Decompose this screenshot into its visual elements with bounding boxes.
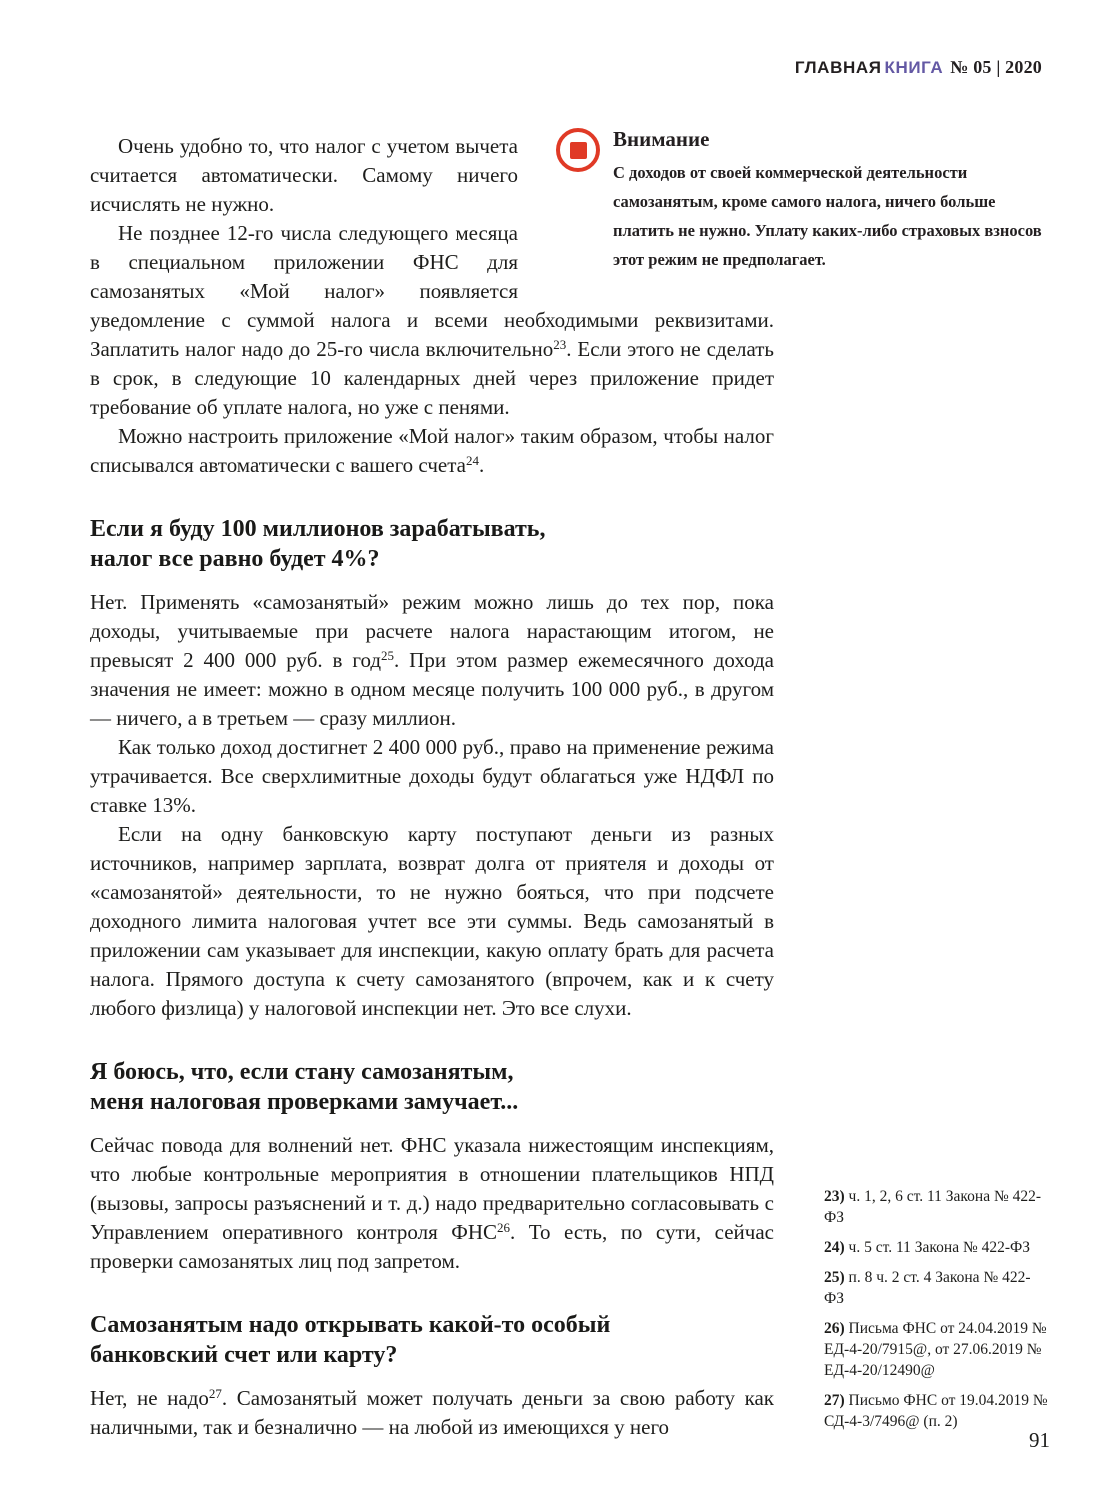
paragraph-limit-2: Как только доход достигнет 2 400 000 руб., право на применение режима утрачивается. Все сверхлимитные доходы будут облагаться уже НДФЛ по ставке 13%. — [90, 735, 774, 817]
paragraph-text: Сейчас повода для волнений нет. ФНС указала нижестоящим инспекциям, что любые контрольные мероприятия в отношении плательщиков НПД (вызовы, запросы разъяснений и т. д.) надо предварительно согласовывать с Управлением оперативного контроля ФНС — [90, 1133, 774, 1244]
attention-box-spacer — [518, 132, 774, 296]
paragraph-text: . То есть, по сути, сейчас проверки самозанятых лиц под запретом. — [90, 1220, 774, 1273]
footnote-text: п. 8 ч. 2 ст. 4 Закона № 422-ФЗ — [824, 1269, 1031, 1307]
footnote-text: Письма ФНС от 24.04.2019 № ЕД-4-20/7915@, от 27.06.2019 № ЕД-4-20/12490@ — [824, 1320, 1047, 1379]
footnote-ref-26: 26 — [497, 1220, 511, 1235]
footnote-26 — [824, 1318, 1050, 1381]
footnote-24 — [824, 1237, 1050, 1258]
section-heading-limit — [90, 514, 774, 574]
magazine-title-purple: КНИГА — [884, 58, 944, 77]
footnote-27 — [824, 1390, 1050, 1432]
paragraph-limit-3: Если на одну банковскую карту поступают деньги из разных источников, например зарплата, возврат долга от приятеля и доходы от «самозанятой» деятельности, то не нужно бояться, что при подсчете доходного лимита налоговая учтет все эти суммы. Ведь самозанятый в приложении сам указывает для инспекции, какую оплату брать для расчета налога. Прямого доступа к счету самозанятого (впрочем, как и к счету любого физлица) у налоговой инспекции нет. Это все слухи. — [90, 822, 774, 1020]
section-heading-audits — [90, 1057, 774, 1117]
footnote-ref-23: 23 — [553, 337, 567, 352]
footnote-text: ч. 1, 2, 6 ст. 11 Закона № 422-ФЗ — [824, 1188, 1042, 1226]
footnote-23 — [824, 1186, 1050, 1228]
heading-line: банковский счет или карту? — [90, 1342, 398, 1368]
paragraph-bank-1 — [90, 1384, 774, 1442]
heading-line: налог все равно будет 4%? — [90, 546, 380, 572]
footnote-text: ч. 5 ст. 11 Закона № 422-ФЗ — [848, 1239, 1031, 1256]
footnote-number: 24) — [824, 1239, 845, 1256]
attention-body-text: С доходов от своей коммерческой деятельности самозанятым, кроме самого налога, ничего больше платить не нужно. Уплату каких-либо страховых взносов этот режим не предполагает. — [613, 163, 1042, 269]
footnote-number: 27) — [824, 1392, 845, 1409]
footnote-ref-25: 25 — [381, 648, 395, 663]
paragraph-text: . — [478, 453, 485, 477]
article-column — [90, 132, 774, 1442]
footnote-number: 25) — [824, 1269, 845, 1286]
masthead — [795, 57, 1042, 78]
paragraph-text: Можно настроить приложение «Мой налог» таким образом, чтобы налог списывался автоматически с вашего счета — [90, 424, 774, 477]
heading-line: меня налоговая проверками замучает... — [90, 1089, 519, 1115]
section-heading-bank-account — [90, 1310, 774, 1370]
paragraph-text: Нет. Применять «самозанятый» режим можно лишь до тех пор, пока доходы, учитываемые при расчете налога нарастающим итогом, не превысят 2 400 000 руб. в год — [90, 590, 774, 672]
paragraph-text: . Если этого не сделать в срок, в следующие 10 календарных дней через приложение придет требование об уплате налога, но уже с пенями. — [90, 337, 774, 419]
paragraph-text: Нет, не надо — [90, 1386, 209, 1410]
footnote-ref-24: 24 — [465, 453, 479, 468]
magazine-title-black: ГЛАВНАЯ — [794, 58, 882, 77]
page-number: 91 — [1029, 1428, 1050, 1452]
heading-line: Если я буду 100 миллионов зарабатывать, — [90, 516, 546, 542]
footnote-text: Письмо ФНС от 19.04.2019 № СД-4-3/7496@ (п. 2) — [824, 1392, 1048, 1430]
footnote-number: 23) — [824, 1188, 845, 1205]
issue-number: № 05 | 2020 — [950, 57, 1042, 77]
footnote-ref-27: 27 — [208, 1386, 222, 1401]
footnote-25 — [824, 1267, 1050, 1309]
footnotes-sidebar — [824, 1186, 1050, 1441]
paragraph-intro-3 — [90, 422, 774, 480]
paragraph-text: Не позднее 12-го числа следующего месяца в специальном приложении ФНС для самозанятых «Мой налог» появляется уведомление с суммой налога и всеми необходимыми реквизитами. Заплатить налог надо до 25-го числа включительно — [90, 221, 774, 361]
paragraph-text: . Самозанятый может получать деньги за свою работу как наличными, так и безналично — на любой из имеющихся у него — [90, 1386, 774, 1439]
heading-line: Я боюсь, что, если стану самозанятым, — [90, 1059, 514, 1085]
paragraph-audits-1 — [90, 1131, 774, 1276]
paragraph-text: . При этом размер ежемесячного дохода значения не имеет: можно в одном месяце получить 100 000 руб., в другом — ничего, а в третьем — сразу миллион. — [90, 648, 774, 730]
attention-title: Внимание — [613, 127, 710, 151]
heading-line: Самозанятым надо открывать какой-то особый — [90, 1312, 611, 1338]
footnote-number: 26) — [824, 1320, 845, 1337]
paragraph-intro-1: Очень удобно то, что налог с учетом вычета считается автоматически. Самому ничего исчислять не нужно. — [90, 134, 518, 216]
paragraph-limit-1 — [90, 588, 774, 733]
